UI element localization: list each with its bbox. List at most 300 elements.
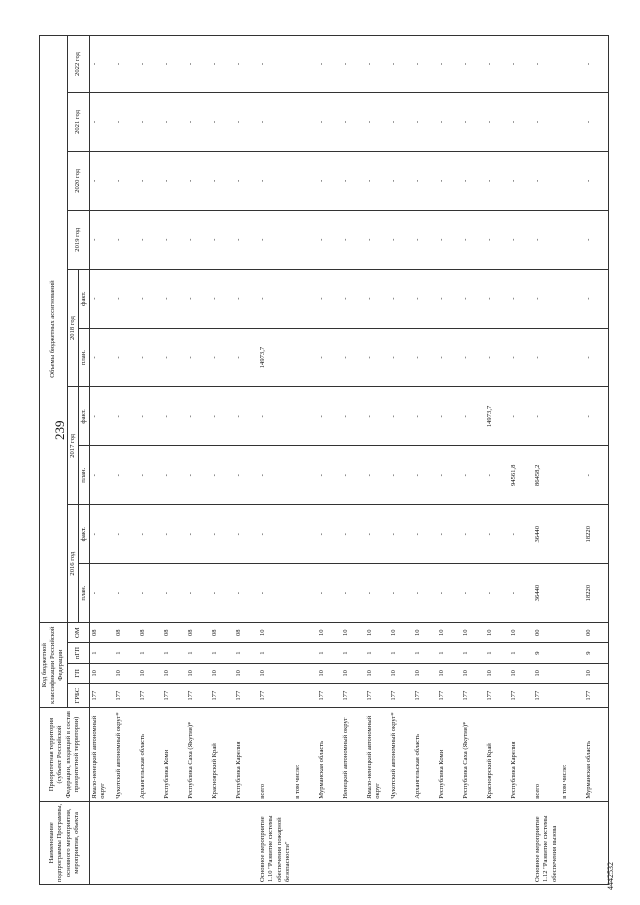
- row-value-cell: -: [389, 446, 413, 505]
- row-gp-cell: 10: [485, 663, 509, 683]
- row-gp-cell: [293, 663, 317, 683]
- row-value-cell: -: [317, 328, 341, 387]
- row-name-cell: [437, 801, 461, 884]
- header-year-2016: 2016 год: [67, 505, 78, 623]
- row-grbs-cell: 177: [186, 683, 210, 707]
- row-value-cell: -: [210, 36, 234, 93]
- row-territory-cell: всего: [533, 708, 560, 801]
- row-value-cell: -: [341, 36, 365, 93]
- row-value-cell: -: [365, 328, 389, 387]
- row-grbs-cell: 177: [210, 683, 234, 707]
- page-number: 239: [52, 420, 67, 440]
- row-value-cell: -: [437, 210, 461, 269]
- row-value-cell: -: [234, 93, 258, 152]
- row-value-cell: -: [509, 210, 533, 269]
- row-grbs-cell: 177: [461, 683, 485, 707]
- row-name-cell: [162, 801, 186, 884]
- row-value-cell: [560, 328, 584, 387]
- row-value-cell: -: [138, 505, 162, 564]
- header-plan-2016: план.: [78, 564, 89, 623]
- row-name-cell: [138, 801, 162, 884]
- row-value-cell: -: [162, 151, 186, 210]
- row-om-cell: 00: [533, 623, 560, 643]
- row-value-cell: -: [437, 564, 461, 623]
- row-value-cell: -: [413, 269, 437, 328]
- row-pgp-cell: 1: [413, 643, 437, 663]
- row-value-cell: -: [389, 93, 413, 152]
- row-om-cell: 08: [90, 623, 115, 643]
- row-value-cell: 18220: [584, 564, 609, 623]
- header-year-2018: 2018 год: [67, 269, 78, 387]
- row-value-cell: -: [210, 387, 234, 446]
- row-value-cell: -: [317, 387, 341, 446]
- row-om-cell: 08: [162, 623, 186, 643]
- row-value-cell: -: [413, 36, 437, 93]
- row-value-cell: -: [389, 151, 413, 210]
- row-value-cell: -: [317, 505, 341, 564]
- row-om-cell: 08: [186, 623, 210, 643]
- table-row: [138, 36, 162, 885]
- row-gp-cell: 10: [90, 663, 115, 683]
- row-value-cell: -: [210, 505, 234, 564]
- row-value-cell: [293, 446, 317, 505]
- row-value-cell: -: [461, 269, 485, 328]
- row-value-cell: -: [533, 269, 560, 328]
- row-territory-cell: Республика Саха (Якутия)*: [461, 708, 485, 801]
- table-row: [533, 36, 560, 885]
- row-value-cell: -: [210, 564, 234, 623]
- row-value-cell: -: [90, 93, 115, 152]
- row-territory-cell: в том числе:: [293, 708, 317, 801]
- row-grbs-cell: 177: [389, 683, 413, 707]
- row-value-cell: -: [413, 151, 437, 210]
- row-pgp-cell: 1: [234, 643, 258, 663]
- row-name-cell: [365, 801, 389, 884]
- row-grbs-cell: 177: [317, 683, 341, 707]
- row-territory-cell: Ямало-ненецкий автономный округ: [90, 708, 115, 801]
- row-grbs-cell: [293, 683, 317, 707]
- row-territory-cell: Мурманская область: [584, 708, 609, 801]
- table-row: [560, 36, 584, 885]
- row-value-cell: -: [114, 446, 138, 505]
- row-value-cell: -: [138, 328, 162, 387]
- row-value-cell: -: [186, 446, 210, 505]
- row-value-cell: -: [461, 210, 485, 269]
- row-territory-cell: Чукотский автономный округ*: [389, 708, 413, 801]
- row-value-cell: -: [258, 269, 293, 328]
- row-value-cell: -: [485, 36, 509, 93]
- row-gp-cell: 10: [533, 663, 560, 683]
- row-om-cell: 10: [413, 623, 437, 643]
- row-pgp-cell: 1: [509, 643, 533, 663]
- row-value-cell: -: [90, 505, 115, 564]
- row-value-cell: -: [533, 210, 560, 269]
- row-gp-cell: 10: [389, 663, 413, 683]
- row-value-cell: -: [461, 387, 485, 446]
- row-pgp-cell: 9: [533, 643, 560, 663]
- row-value-cell: [560, 269, 584, 328]
- row-name-cell: [293, 801, 317, 884]
- row-om-cell: [560, 623, 584, 643]
- row-value-cell: -: [485, 505, 509, 564]
- row-pgp-cell: 1: [341, 643, 365, 663]
- row-value-cell: -: [210, 210, 234, 269]
- row-pgp-cell: 1: [210, 643, 234, 663]
- row-value-cell: -: [210, 328, 234, 387]
- row-value-cell: -: [437, 36, 461, 93]
- row-om-cell: 10: [341, 623, 365, 643]
- row-value-cell: -: [584, 446, 609, 505]
- row-value-cell: -: [584, 36, 609, 93]
- row-gp-cell: 10: [413, 663, 437, 683]
- row-grbs-cell: 177: [365, 683, 389, 707]
- row-value-cell: -: [584, 328, 609, 387]
- row-value-cell: -: [533, 387, 560, 446]
- row-gp-cell: 10: [365, 663, 389, 683]
- row-gp-cell: 10: [258, 663, 293, 683]
- row-value-cell: -: [509, 387, 533, 446]
- row-value-cell: [293, 564, 317, 623]
- row-pgp-cell: 1: [114, 643, 138, 663]
- row-gp-cell: 10: [584, 663, 609, 683]
- row-value-cell: -: [317, 93, 341, 152]
- row-value-cell: -: [389, 210, 413, 269]
- row-value-cell: [293, 328, 317, 387]
- row-value-cell: -: [509, 564, 533, 623]
- row-grbs-cell: 177: [437, 683, 461, 707]
- header-fact-2016: факт.: [78, 505, 89, 564]
- row-value-cell: -: [533, 328, 560, 387]
- row-value-cell: -: [341, 210, 365, 269]
- row-om-cell: 08: [114, 623, 138, 643]
- row-value-cell: -: [389, 328, 413, 387]
- row-gp-cell: 10: [234, 663, 258, 683]
- row-value-cell: -: [258, 564, 293, 623]
- row-value-cell: -: [234, 269, 258, 328]
- row-om-cell: 08: [210, 623, 234, 643]
- row-value-cell: -: [461, 151, 485, 210]
- row-value-cell: -: [485, 564, 509, 623]
- row-name-cell: [114, 801, 138, 884]
- row-value-cell: -: [461, 328, 485, 387]
- budget-table: [39, 35, 609, 885]
- table-row: [186, 36, 210, 885]
- row-value-cell: -: [437, 151, 461, 210]
- row-value-cell: -: [186, 328, 210, 387]
- row-name-cell: [341, 801, 365, 884]
- row-value-cell: 18220: [584, 505, 609, 564]
- row-territory-cell: Красноярский Край: [485, 708, 509, 801]
- row-value-cell: 36440: [533, 564, 560, 623]
- row-pgp-cell: 1: [365, 643, 389, 663]
- row-pgp-cell: 1: [317, 643, 341, 663]
- row-value-cell: -: [210, 93, 234, 152]
- row-grbs-cell: 177: [584, 683, 609, 707]
- row-territory-cell: Республика Коми: [162, 708, 186, 801]
- row-value-cell: -: [138, 210, 162, 269]
- row-value-cell: -: [186, 93, 210, 152]
- row-grbs-cell: 177: [413, 683, 437, 707]
- row-value-cell: -: [437, 269, 461, 328]
- row-value-cell: [293, 210, 317, 269]
- row-territory-cell: Республика Коми: [437, 708, 461, 801]
- row-value-cell: -: [389, 269, 413, 328]
- row-name-cell: [584, 801, 609, 884]
- row-om-cell: 00: [584, 623, 609, 643]
- row-value-cell: [560, 36, 584, 93]
- row-value-cell: -: [509, 328, 533, 387]
- row-value-cell: -: [317, 210, 341, 269]
- table-row: [389, 36, 413, 885]
- row-value-cell: [560, 564, 584, 623]
- row-pgp-cell: 1: [258, 643, 293, 663]
- row-value-cell: -: [258, 93, 293, 152]
- row-pgp-cell: 1: [162, 643, 186, 663]
- row-om-cell: 08: [234, 623, 258, 643]
- row-territory-cell: Ненецкий автономный округ: [341, 708, 365, 801]
- row-value-cell: -: [584, 387, 609, 446]
- row-value-cell: -: [90, 564, 115, 623]
- row-value-cell: -: [461, 505, 485, 564]
- row-value-cell: -: [162, 328, 186, 387]
- row-name-cell: [560, 801, 584, 884]
- row-gp-cell: 10: [186, 663, 210, 683]
- row-grbs-cell: 177: [533, 683, 560, 707]
- row-value-cell: -: [234, 36, 258, 93]
- row-value-cell: -: [485, 151, 509, 210]
- row-value-cell: -: [234, 446, 258, 505]
- row-value-cell: -: [461, 564, 485, 623]
- row-value-cell: -: [485, 446, 509, 505]
- row-gp-cell: 10: [509, 663, 533, 683]
- row-grbs-cell: 177: [258, 683, 293, 707]
- row-gp-cell: 10: [210, 663, 234, 683]
- row-value-cell: -: [413, 210, 437, 269]
- row-value-cell: -: [114, 151, 138, 210]
- row-value-cell: 36440: [533, 505, 560, 564]
- row-value-cell: -: [509, 505, 533, 564]
- row-value-cell: -: [162, 564, 186, 623]
- row-gp-cell: 10: [114, 663, 138, 683]
- header-fact-2018: факт.: [78, 269, 89, 328]
- row-value-cell: -: [389, 564, 413, 623]
- row-value-cell: -: [138, 36, 162, 93]
- row-value-cell: -: [138, 93, 162, 152]
- row-value-cell: -: [389, 387, 413, 446]
- row-value-cell: -: [114, 93, 138, 152]
- row-name-cell: [509, 801, 533, 884]
- row-value-cell: -: [413, 446, 437, 505]
- header-plan-2017: план.: [78, 446, 89, 505]
- row-value-cell: -: [186, 210, 210, 269]
- row-territory-cell: в том числе:: [560, 708, 584, 801]
- row-om-cell: 10: [437, 623, 461, 643]
- row-om-cell: 10: [317, 623, 341, 643]
- row-name-cell: [413, 801, 437, 884]
- row-name-cell: Основное мероприятие 1.12 "Развитие системы обеспечения вызова: [533, 801, 560, 884]
- row-value-cell: 14973,7: [258, 328, 293, 387]
- row-value-cell: -: [317, 36, 341, 93]
- row-value-cell: -: [509, 93, 533, 152]
- row-name-cell: [485, 801, 509, 884]
- row-territory-cell: Ямало-ненецкий автономный округ: [365, 708, 389, 801]
- row-value-cell: -: [584, 269, 609, 328]
- table-row: [341, 36, 365, 885]
- row-value-cell: 94561,8: [509, 446, 533, 505]
- row-value-cell: -: [186, 269, 210, 328]
- row-value-cell: -: [461, 93, 485, 152]
- row-value-cell: -: [114, 387, 138, 446]
- table-row: [509, 36, 533, 885]
- row-value-cell: -: [114, 36, 138, 93]
- row-pgp-cell: 1: [186, 643, 210, 663]
- row-gp-cell: [560, 663, 584, 683]
- row-gp-cell: 10: [461, 663, 485, 683]
- row-value-cell: -: [413, 387, 437, 446]
- row-value-cell: -: [365, 564, 389, 623]
- row-value-cell: [293, 151, 317, 210]
- row-value-cell: [293, 269, 317, 328]
- row-value-cell: -: [186, 564, 210, 623]
- row-grbs-cell: 177: [162, 683, 186, 707]
- row-value-cell: -: [437, 93, 461, 152]
- header-bk-code: Код бюджетной классификации Российской Федерации: [40, 623, 68, 708]
- row-om-cell: [293, 623, 317, 643]
- row-gp-cell: 10: [317, 663, 341, 683]
- row-value-cell: -: [114, 564, 138, 623]
- row-value-cell: -: [114, 269, 138, 328]
- row-value-cell: -: [186, 505, 210, 564]
- row-om-cell: 10: [485, 623, 509, 643]
- row-value-cell: -: [210, 151, 234, 210]
- row-name-cell: [317, 801, 341, 884]
- row-value-cell: -: [341, 446, 365, 505]
- row-value-cell: -: [234, 564, 258, 623]
- row-value-cell: -: [365, 446, 389, 505]
- document-code: 4442532: [606, 862, 615, 890]
- row-value-cell: -: [210, 446, 234, 505]
- row-value-cell: -: [162, 210, 186, 269]
- row-value-cell: -: [533, 93, 560, 152]
- row-value-cell: -: [162, 505, 186, 564]
- row-value-cell: -: [485, 93, 509, 152]
- row-name-cell: [389, 801, 413, 884]
- rotated-table-container: [39, 35, 604, 885]
- row-value-cell: -: [90, 387, 115, 446]
- row-name-cell: [186, 801, 210, 884]
- row-territory-cell: Архангельская область: [413, 708, 437, 801]
- row-value-cell: -: [162, 446, 186, 505]
- row-value-cell: -: [186, 151, 210, 210]
- table-row: [317, 36, 341, 885]
- row-value-cell: -: [509, 269, 533, 328]
- row-grbs-cell: 177: [90, 683, 115, 707]
- row-pgp-cell: [293, 643, 317, 663]
- row-value-cell: -: [533, 151, 560, 210]
- row-name-cell: [90, 801, 115, 884]
- row-value-cell: -: [413, 93, 437, 152]
- row-value-cell: -: [114, 328, 138, 387]
- row-territory-cell: Республика Саха (Якутия)*: [186, 708, 210, 801]
- row-value-cell: [560, 505, 584, 564]
- row-value-cell: -: [365, 151, 389, 210]
- row-pgp-cell: [560, 643, 584, 663]
- row-value-cell: -: [485, 269, 509, 328]
- row-om-cell: 10: [461, 623, 485, 643]
- row-value-cell: -: [114, 505, 138, 564]
- header-year-2022: 2022 год: [67, 36, 89, 93]
- row-value-cell: -: [509, 36, 533, 93]
- row-territory-cell: Республика Карелия: [509, 708, 533, 801]
- row-value-cell: -: [138, 269, 162, 328]
- row-value-cell: -: [258, 505, 293, 564]
- row-value-cell: -: [365, 387, 389, 446]
- table-row: [584, 36, 609, 885]
- row-value-cell: -: [341, 387, 365, 446]
- row-value-cell: -: [437, 446, 461, 505]
- table-row: [234, 36, 258, 885]
- row-value-cell: -: [485, 328, 509, 387]
- row-grbs-cell: 177: [114, 683, 138, 707]
- row-value-cell: -: [584, 151, 609, 210]
- row-value-cell: -: [162, 93, 186, 152]
- row-value-cell: [560, 387, 584, 446]
- row-om-cell: 10: [365, 623, 389, 643]
- table-row: [293, 36, 317, 885]
- row-value-cell: -: [234, 151, 258, 210]
- row-grbs-cell: 177: [341, 683, 365, 707]
- row-value-cell: -: [186, 387, 210, 446]
- row-grbs-cell: 177: [485, 683, 509, 707]
- row-value-cell: 86458,2: [533, 446, 560, 505]
- header-year-2017: 2017 год: [67, 387, 78, 505]
- row-value-cell: -: [341, 328, 365, 387]
- row-value-cell: -: [584, 93, 609, 152]
- row-gp-cell: 10: [138, 663, 162, 683]
- header-fact-2017: факт.: [78, 387, 89, 446]
- header-year-2020: 2020 год: [67, 151, 89, 210]
- table-row: [461, 36, 485, 885]
- row-value-cell: -: [365, 36, 389, 93]
- row-value-cell: -: [341, 151, 365, 210]
- row-value-cell: -: [389, 505, 413, 564]
- row-grbs-cell: 177: [138, 683, 162, 707]
- row-value-cell: -: [317, 564, 341, 623]
- row-territory-cell: Республика Карелия: [234, 708, 258, 801]
- row-value-cell: -: [389, 36, 413, 93]
- row-value-cell: -: [258, 446, 293, 505]
- row-value-cell: [560, 210, 584, 269]
- row-grbs-cell: 177: [234, 683, 258, 707]
- row-value-cell: -: [317, 151, 341, 210]
- row-name-cell: [461, 801, 485, 884]
- row-value-cell: -: [162, 36, 186, 93]
- row-value-cell: -: [413, 564, 437, 623]
- row-pgp-cell: 1: [389, 643, 413, 663]
- row-pgp-cell: 1: [485, 643, 509, 663]
- row-value-cell: -: [90, 269, 115, 328]
- row-territory-cell: Мурманская область: [317, 708, 341, 801]
- row-value-cell: -: [258, 36, 293, 93]
- header-grbs: ГРБС: [67, 683, 89, 707]
- row-value-cell: -: [90, 151, 115, 210]
- row-value-cell: -: [138, 446, 162, 505]
- row-om-cell: 10: [509, 623, 533, 643]
- row-value-cell: -: [365, 210, 389, 269]
- table-row: [114, 36, 138, 885]
- row-value-cell: -: [317, 446, 341, 505]
- row-om-cell: 08: [138, 623, 162, 643]
